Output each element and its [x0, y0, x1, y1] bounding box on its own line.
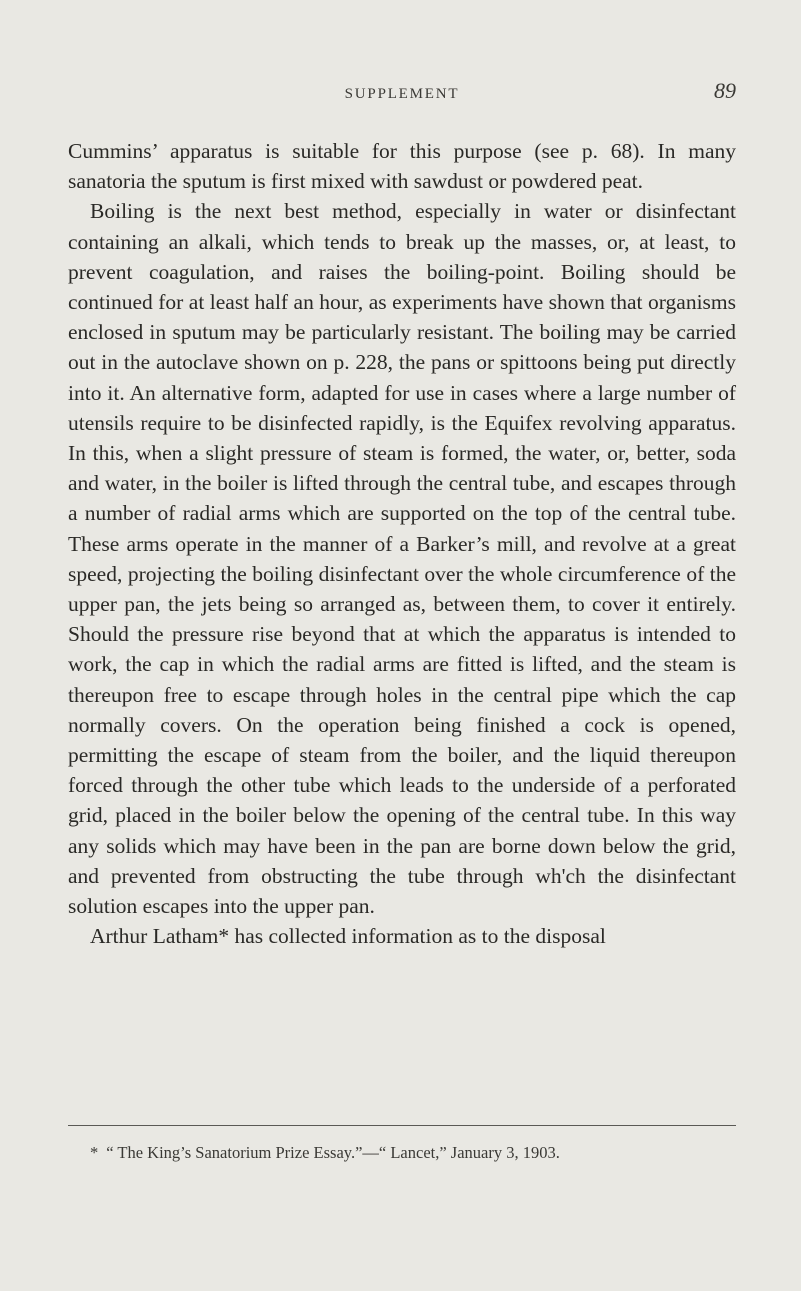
running-head [68, 78, 736, 112]
running-title: SUPPLEMENT [344, 86, 460, 102]
paragraph: Cummins’ apparatus is suitable for this purpose (see p. 68). In many sanatoria the sputum is first mixed with sawdust or powdered peat. [68, 139, 736, 194]
page-number: 89 [714, 78, 736, 103]
footnote [90, 1142, 736, 1164]
body-text [68, 136, 736, 951]
paragraph: Boiling is the next best method, especially in water or disinfectant containing an alkali, which tends to break up the masses, or, at least, to prevent coagulation, and raises the boiling-point. Boiling should be continued for at least half an hour, as experiments have shown that organisms enclosed in sputum may be particularly resistant. The boiling may be carried out in the autoclave shown on p. 228, the pans or spittoons being put directly into it. An alternative form, adapted for use in cases where a large number of utensils require to be disinfected rapidly, is the Equifex revolving apparatus. In this, when a slight pressure of steam is formed, the water, or, better, soda and water, in the boiler is lifted through the central tube, and escapes through a number of radial arms which are supported on the top of the central tube. These arms operate in the manner of a Barker’s mill, and revolve at a great speed, projecting the boiling disinfectant over the whole circumference of the upper pan, the jets being so arranged as, between them, to cover it entirely. Should the pressure rise beyond that at which the apparatus is intended to work, the cap in which the radial arms are fitted is lifted, and the steam is thereupon free to escape through holes in the central pipe which the cap normally covers. On the operation being finished a cock is opened, permitting the escape of steam from the boiler, and the liquid thereupon forced through the other tube which leads to the underside of a perforated grid, placed in the boiler below the opening of the central tube. In this way any solids which may have been in the pan are borne down below the grid, and prevented from obstructing the tube through wh'ch the disinfectant solution escapes into the upper pan. [68, 199, 736, 919]
footnote-mark: * [90, 1143, 99, 1162]
footnote-text: “ The King’s Sanatorium Prize Essay.”—“ Lancet,” January 3, 1903. [106, 1143, 560, 1162]
paragraph: Arthur Latham* has collected information as to the disposal [90, 924, 606, 949]
footnote-divider [68, 1125, 736, 1126]
